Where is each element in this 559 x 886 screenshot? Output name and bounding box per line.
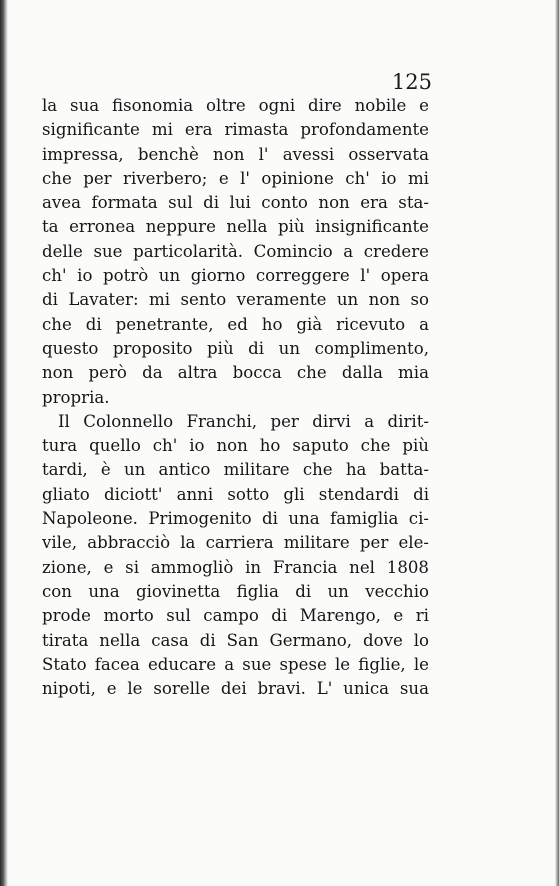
text-line: tardi, è un antico militare che ha batta- <box>42 460 429 480</box>
text-line: Stato facea educare a sue spese le figlie, le <box>42 654 429 674</box>
text-line: tirata nella casa di San Germano, dove lo <box>42 630 429 650</box>
text-line: non però da altra bocca che dalla mia <box>42 363 429 383</box>
text-line: significante mi era rimasta profondamente <box>42 120 429 140</box>
text-line: impressa, benchè non l' avessi osservata <box>42 144 429 164</box>
text-line: ch' io potrò un giorno correggere l' opera <box>42 266 429 286</box>
text-line: questo proposito più di un complimento, <box>42 338 429 358</box>
text-line: la sua fisonomia oltre ogni dire nobile e <box>42 96 429 115</box>
text-line: di Lavater: mi sento veramente un non so <box>42 290 429 310</box>
text-line: zione, e si ammogliò in Francia nel 1808 <box>42 557 429 577</box>
text-line: delle sue particolarità. Comincio a credere <box>42 241 429 261</box>
text-line: gliato diciott' anni sotto gli stendardi di <box>42 484 429 504</box>
body-text <box>42 94 429 701</box>
text-line: propria. <box>42 387 110 407</box>
text-line: tura quello ch' io non ho saputo che più <box>42 436 429 456</box>
text-line: Il Colonnello Franchi, per dirvi a dirit- <box>58 411 429 431</box>
page-edge-right <box>555 0 559 886</box>
text-line: nipoti, e le sorelle dei bravi. L' unica sua <box>42 679 429 699</box>
page-number: 125 <box>391 70 432 94</box>
page-edge-left <box>0 0 8 886</box>
text-line: Napoleone. Primogenito di una famiglia ci- <box>42 509 429 529</box>
text-line: ta erronea neppure nella più insignificante <box>42 217 429 237</box>
text-line: che di penetrante, ed ho già ricevuto a <box>42 314 429 334</box>
text-line: avea formata sul di lui conto non era sta- <box>42 193 429 213</box>
text-line: che per riverbero; e l' opinione ch' io mi <box>42 168 429 188</box>
text-line: prode morto sul campo di Marengo, e ri <box>42 606 429 626</box>
text-line: vile, abbracciò la carriera militare per ele- <box>42 533 429 553</box>
text-line: con una giovinetta figlia di un vecchio <box>42 581 429 601</box>
